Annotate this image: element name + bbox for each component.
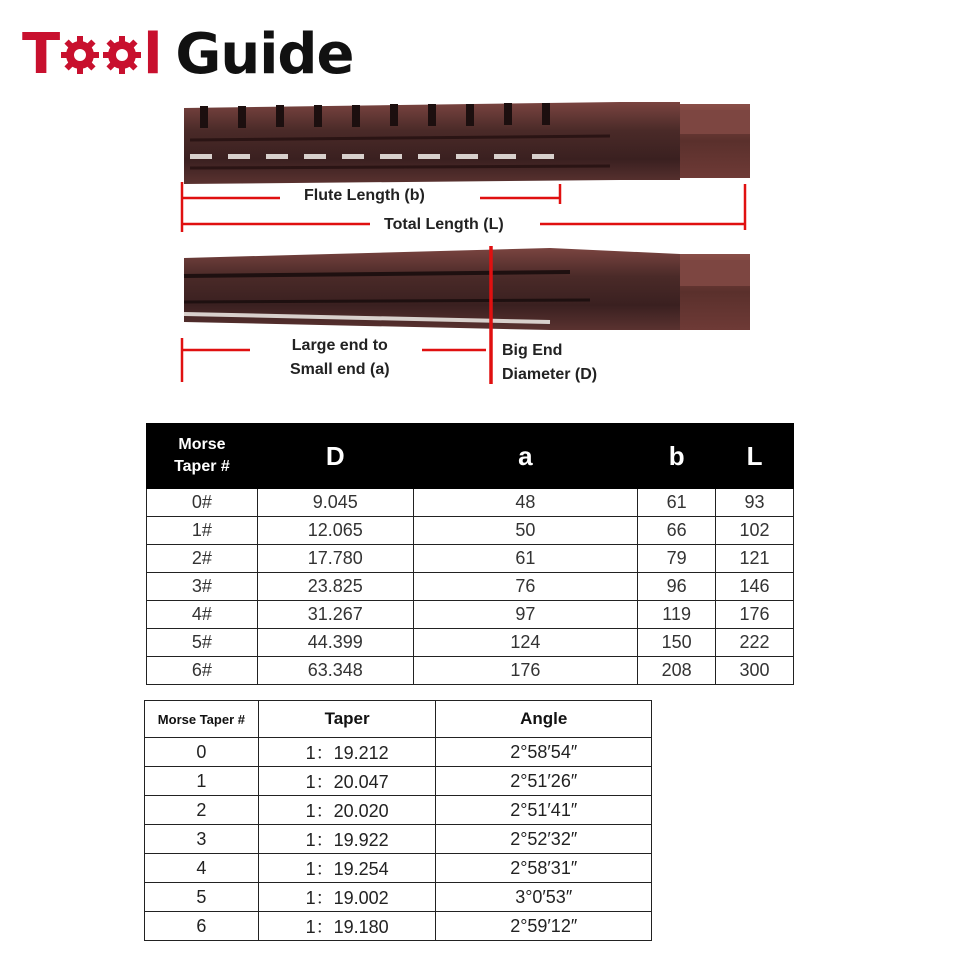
header-D: D (257, 424, 413, 489)
total-length-label: Total Length (L) (380, 215, 508, 235)
big-end-line1: Big End (502, 342, 563, 359)
big-end-line2: Diameter (D) (502, 366, 598, 383)
cell-angle: 2°58′54″ (436, 738, 652, 767)
cell-taper: 1：19.922 (258, 825, 436, 854)
header-morse-line1: Morse (178, 436, 226, 453)
table-header-row (147, 424, 794, 489)
cell-morse: 4# (147, 601, 258, 629)
gear-icon (60, 35, 100, 75)
cell-a: 48 (413, 489, 638, 517)
large-to-small-line1: Large end to (291, 337, 388, 354)
cell-angle: 2°58′31″ (436, 854, 652, 883)
logo-guide-word: Guide (175, 22, 354, 87)
table-row (145, 912, 652, 941)
cell-L: 146 (716, 573, 794, 601)
dimensions-table (146, 423, 794, 685)
table-row (147, 657, 794, 685)
cell-taper: 1：20.047 (258, 767, 436, 796)
table-row (145, 738, 652, 767)
gear-icon (102, 35, 142, 75)
cell-L: 93 (716, 489, 794, 517)
big-end-diameter-label (498, 339, 601, 387)
flute-length-label: Flute Length (b) (300, 186, 429, 206)
cell-b: 96 (638, 573, 716, 601)
large-to-small-label (286, 334, 394, 382)
cell-L: 121 (716, 545, 794, 573)
table-row (147, 629, 794, 657)
cell-morse: 3# (147, 573, 258, 601)
header-a: a (413, 424, 638, 489)
cell-angle: 2°51′41″ (436, 796, 652, 825)
cell-morse: 0# (147, 489, 258, 517)
cell-D: 9.045 (257, 489, 413, 517)
table-row (147, 489, 794, 517)
table-row (145, 767, 652, 796)
cell-morse: 3 (145, 825, 259, 854)
table-header-row (145, 701, 652, 738)
cell-b: 150 (638, 629, 716, 657)
cell-morse: 1# (147, 517, 258, 545)
cell-b: 119 (638, 601, 716, 629)
reamer-illustration (170, 96, 770, 396)
header-taper: Taper (258, 701, 436, 738)
cell-D: 23.825 (257, 573, 413, 601)
cell-L: 102 (716, 517, 794, 545)
cell-a: 124 (413, 629, 638, 657)
tool-guide-logo (22, 22, 354, 88)
table-row (147, 601, 794, 629)
cell-morse: 5# (147, 629, 258, 657)
cell-morse: 6# (147, 657, 258, 685)
cell-taper: 1：19.180 (258, 912, 436, 941)
cell-b: 66 (638, 517, 716, 545)
table-row (145, 854, 652, 883)
header-morse-taper: Morse Taper # (145, 701, 259, 738)
cell-angle: 3°0′53″ (436, 883, 652, 912)
cell-a: 50 (413, 517, 638, 545)
table-row (145, 825, 652, 854)
cell-taper: 1：20.020 (258, 796, 436, 825)
cell-morse: 4 (145, 854, 259, 883)
header-angle: Angle (436, 701, 652, 738)
cell-D: 63.348 (257, 657, 413, 685)
cell-morse: 6 (145, 912, 259, 941)
table-row (145, 883, 652, 912)
cell-morse: 2# (147, 545, 258, 573)
table-row (147, 545, 794, 573)
cell-b: 208 (638, 657, 716, 685)
cell-D: 44.399 (257, 629, 413, 657)
cell-a: 97 (413, 601, 638, 629)
table-row (147, 517, 794, 545)
cell-L: 300 (716, 657, 794, 685)
table-row (145, 796, 652, 825)
cell-taper: 1：19.254 (258, 854, 436, 883)
cell-a: 176 (413, 657, 638, 685)
header-morse-taper (147, 424, 258, 489)
header-L: L (716, 424, 794, 489)
table-row (147, 573, 794, 601)
cell-a: 61 (413, 545, 638, 573)
cell-D: 12.065 (257, 517, 413, 545)
logo-tool-word: T l (22, 22, 162, 87)
header-morse-line2: Taper # (174, 458, 230, 475)
cell-angle: 2°51′26″ (436, 767, 652, 796)
straight-reamer (184, 248, 750, 330)
cell-angle: 2°52′32″ (436, 825, 652, 854)
cell-morse: 0 (145, 738, 259, 767)
cell-D: 31.267 (257, 601, 413, 629)
cell-L: 176 (716, 601, 794, 629)
cell-angle: 2°59′12″ (436, 912, 652, 941)
cell-taper: 1：19.002 (258, 883, 436, 912)
cell-a: 76 (413, 573, 638, 601)
cell-morse: 2 (145, 796, 259, 825)
taper-angle-table (144, 700, 652, 941)
header-b: b (638, 424, 716, 489)
large-to-small-line2: Small end (a) (290, 361, 390, 378)
cell-morse: 5 (145, 883, 259, 912)
cell-morse: 1 (145, 767, 259, 796)
spiral-reamer (184, 102, 750, 184)
cell-b: 61 (638, 489, 716, 517)
cell-D: 17.780 (257, 545, 413, 573)
cell-L: 222 (716, 629, 794, 657)
cell-taper: 1：19.212 (258, 738, 436, 767)
cell-b: 79 (638, 545, 716, 573)
reamer-diagram (170, 96, 770, 396)
